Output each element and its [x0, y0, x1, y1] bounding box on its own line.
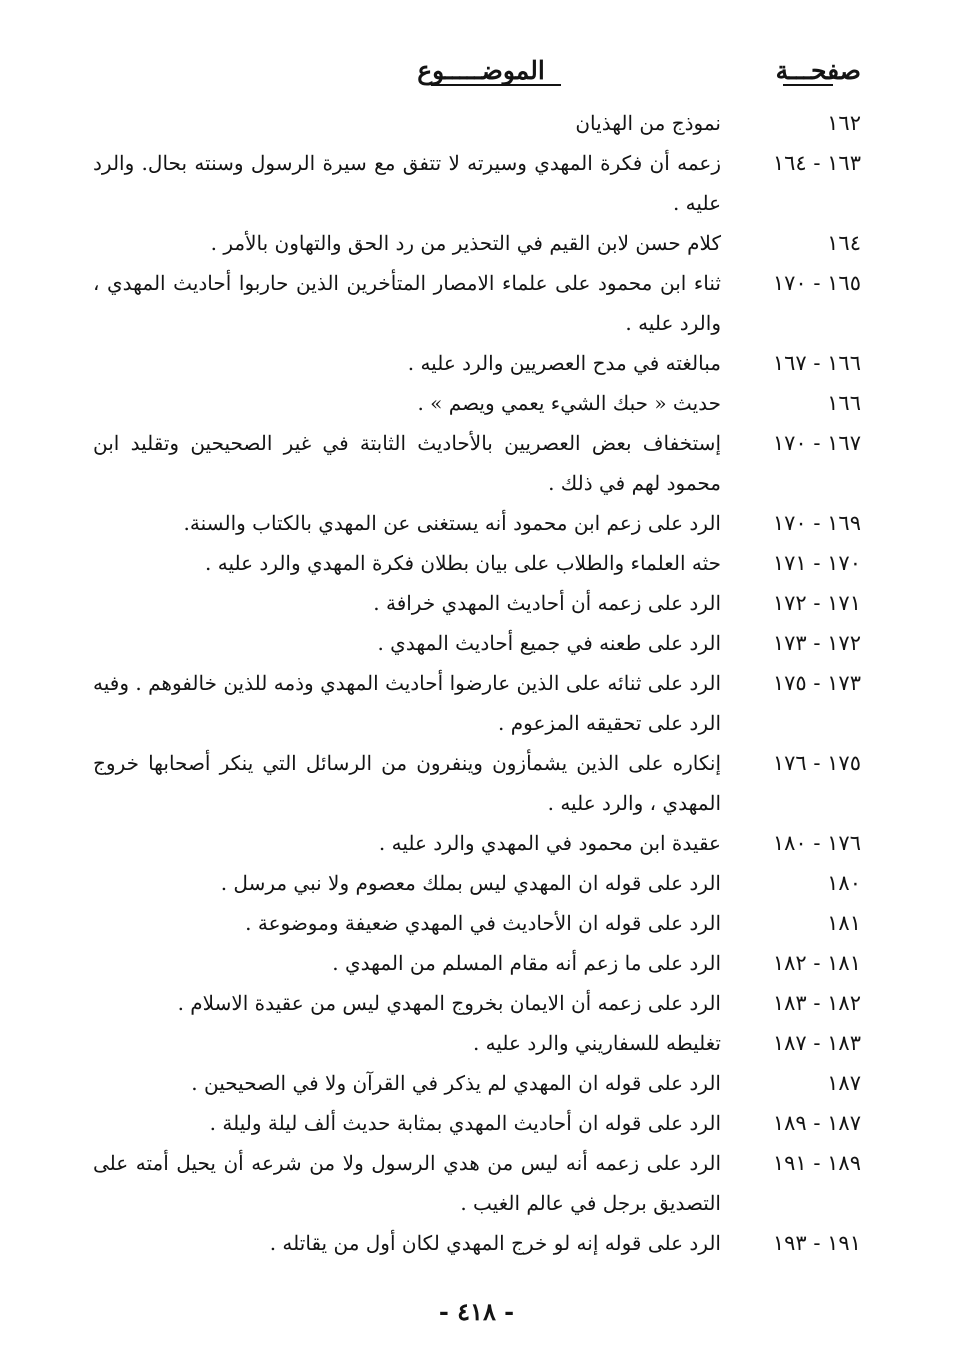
entry-topic-text: الرد على زعم ابن محمود أنه يستغنى عن المهدي بالكتاب والسنة. — [183, 511, 721, 535]
page-column-heading: صفحـــة — [775, 56, 861, 85]
entry-page-range: ١٦٦ — [827, 391, 861, 415]
entry-page-range: ١٦٤ — [827, 231, 861, 255]
entry-page-range: ١٧٥ - ١٧٦ — [772, 751, 861, 775]
entry-page-range: ١٧٦ - ١٨٠ — [772, 831, 861, 855]
index-entry-row — [91, 383, 861, 423]
entry-topic-text: الرد على قوله ان أحاديث المهدي بمثابة حديث ألف ليلة وليلة . — [209, 1111, 721, 1135]
entry-topic-text: الرد على طعنه في جميع أحاديث المهدي . — [377, 631, 721, 655]
entry-page-range: ١٦٢ — [827, 111, 861, 135]
entry-page-range: ١٧٢ - ١٧٣ — [772, 631, 861, 655]
index-entry-row — [91, 623, 861, 663]
entry-topic-text: تغليطه للسفاريني والرد عليه . — [472, 1031, 721, 1055]
entry-page-range: ١٧٣ - ١٧٥ — [772, 671, 861, 695]
index-entry-row — [91, 543, 861, 583]
entry-page-range: ١٨١ — [827, 911, 861, 935]
index-entry-row — [91, 1223, 861, 1263]
index-entry-row — [91, 423, 861, 503]
entry-page-range: ١٩١ - ١٩٣ — [772, 1231, 861, 1255]
entry-page-range: ١٨٧ — [827, 1071, 861, 1095]
entry-topic-text: الرد على زعمه أن أحاديث المهدي خرافة . — [373, 591, 721, 615]
entry-page-range: ١٦٥ - ١٧٠ — [772, 271, 861, 295]
entry-topic-text: عقيدة ابن محمود في المهدي والرد عليه . — [378, 831, 721, 855]
entry-page-range: ١٦٣ - ١٦٤ — [772, 151, 861, 175]
entry-topic-text: الرد على قوله إنه لو خرج المهدي لكان أول من يقاتله . — [269, 1231, 721, 1255]
index-entry-row — [91, 1063, 861, 1103]
index-entry-row — [91, 583, 861, 623]
index-entry-row — [91, 823, 861, 863]
index-entry-row — [91, 223, 861, 263]
entry-page-range: ١٦٧ - ١٧٠ — [772, 431, 861, 455]
index-entry-row — [91, 343, 861, 383]
page-heading-underline — [783, 84, 833, 86]
entry-page-range: ١٨٠ — [827, 871, 861, 895]
index-entry-row — [91, 143, 861, 223]
index-entry-row — [91, 743, 861, 823]
entry-topic-text: ثناء ابن محمود على علماء الامصار المتأخرين الذين حاربوا أحاديث المهدي ، والرد عليه . — [93, 271, 721, 335]
entry-topic-text: إستخفاف بعض العصريين بالأحاديث الثابتة في غير الصحيحين وتقليد ابن محمود لهم في ذلك . — [93, 431, 721, 495]
entry-topic-text: نموذج من الهذيان — [575, 111, 721, 135]
entry-topic-text: الرد على ثنائه على الذين عارضوا أحاديث المهدي وذمه للذين خالفوهم . وفيه الرد على تحقيقه المزعوم . — [93, 671, 721, 735]
entry-topic-text: مبالغته في مدح العصريين والرد عليه . — [407, 351, 721, 375]
entry-topic-text: حديث « حبك الشيء يعمي ويصم » . — [417, 391, 721, 415]
entry-page-range: ١٧١ - ١٧٢ — [772, 591, 861, 615]
index-entry-row — [91, 983, 861, 1023]
index-entry-row — [91, 943, 861, 983]
entry-topic-text: كلام حسن لابن القيم في التحذير من رد الحق والتهاون بالأمر . — [210, 231, 721, 255]
page-number: - ٤١٨ - — [438, 1297, 515, 1326]
entry-page-range: ١٦٩ - ١٧٠ — [772, 511, 861, 535]
entry-page-range: ١٦٦ - ١٦٧ — [772, 351, 861, 375]
topic-heading-underline — [431, 84, 561, 86]
index-entry-row — [91, 663, 861, 743]
entry-topic-text: الرد على قوله ان المهدي ليس بملك معصوم ولا نبي مرسل . — [220, 871, 721, 895]
entry-page-range: ١٨٧ - ١٨٩ — [772, 1111, 861, 1135]
entry-topic-text: الرد على زعمه أن الايمان بخروج المهدي ليس من عقيدة الاسلام . — [177, 991, 721, 1015]
entry-page-range: ١٨٩ - ١٩١ — [772, 1151, 861, 1175]
index-entry-row — [91, 103, 861, 143]
entry-topic-text: حثه العلماء والطلاب على بيان بطلان فكرة المهدي والرد عليه . — [205, 551, 721, 575]
index-entry-row — [91, 903, 861, 943]
entry-topic-text: الرد على ما زعم أنه مقام المسلم من المهدي . — [332, 951, 721, 975]
table-header — [95, 52, 861, 102]
entry-page-range: ١٨١ - ١٨٢ — [772, 951, 861, 975]
entry-topic-text: الرد على زعمه أنه ليس من هدي الرسول ولا من شرعه أن يحيل أمته على التصديق برجل في عالم الغيب . — [93, 1151, 721, 1215]
entry-topic-text: زعمه أن فكرة المهدي وسيرته لا تتفق مع سيرة الرسول وسنته بحال. والرد عليه . — [93, 151, 721, 215]
entry-topic-text: الرد على قوله ان المهدي لم يذكر في القرآن ولا في الصحيحين . — [191, 1071, 721, 1095]
index-entry-row — [91, 1103, 861, 1143]
index-entry-row — [91, 263, 861, 343]
entry-page-range: ١٧٠ - ١٧١ — [772, 551, 861, 575]
entry-topic-text: الرد على قوله ان الأحاديث في المهدي ضعيفة وموضوعة . — [245, 911, 721, 935]
index-entries — [91, 103, 861, 1263]
entry-page-range: ١٨٢ - ١٨٣ — [772, 991, 861, 1015]
topic-column-heading: الموضـــــوع — [417, 56, 545, 85]
index-entry-row — [91, 863, 861, 903]
entry-topic-text: إنكاره على الذين يشمأزون وينفرون من الرسائل التي ينكر أصحابها خروج المهدي ، والرد عليه . — [93, 751, 721, 815]
index-entry-row — [91, 1023, 861, 1063]
entry-page-range: ١٨٣ - ١٨٧ — [772, 1031, 861, 1055]
index-entry-row — [91, 503, 861, 543]
index-entry-row — [91, 1143, 861, 1223]
